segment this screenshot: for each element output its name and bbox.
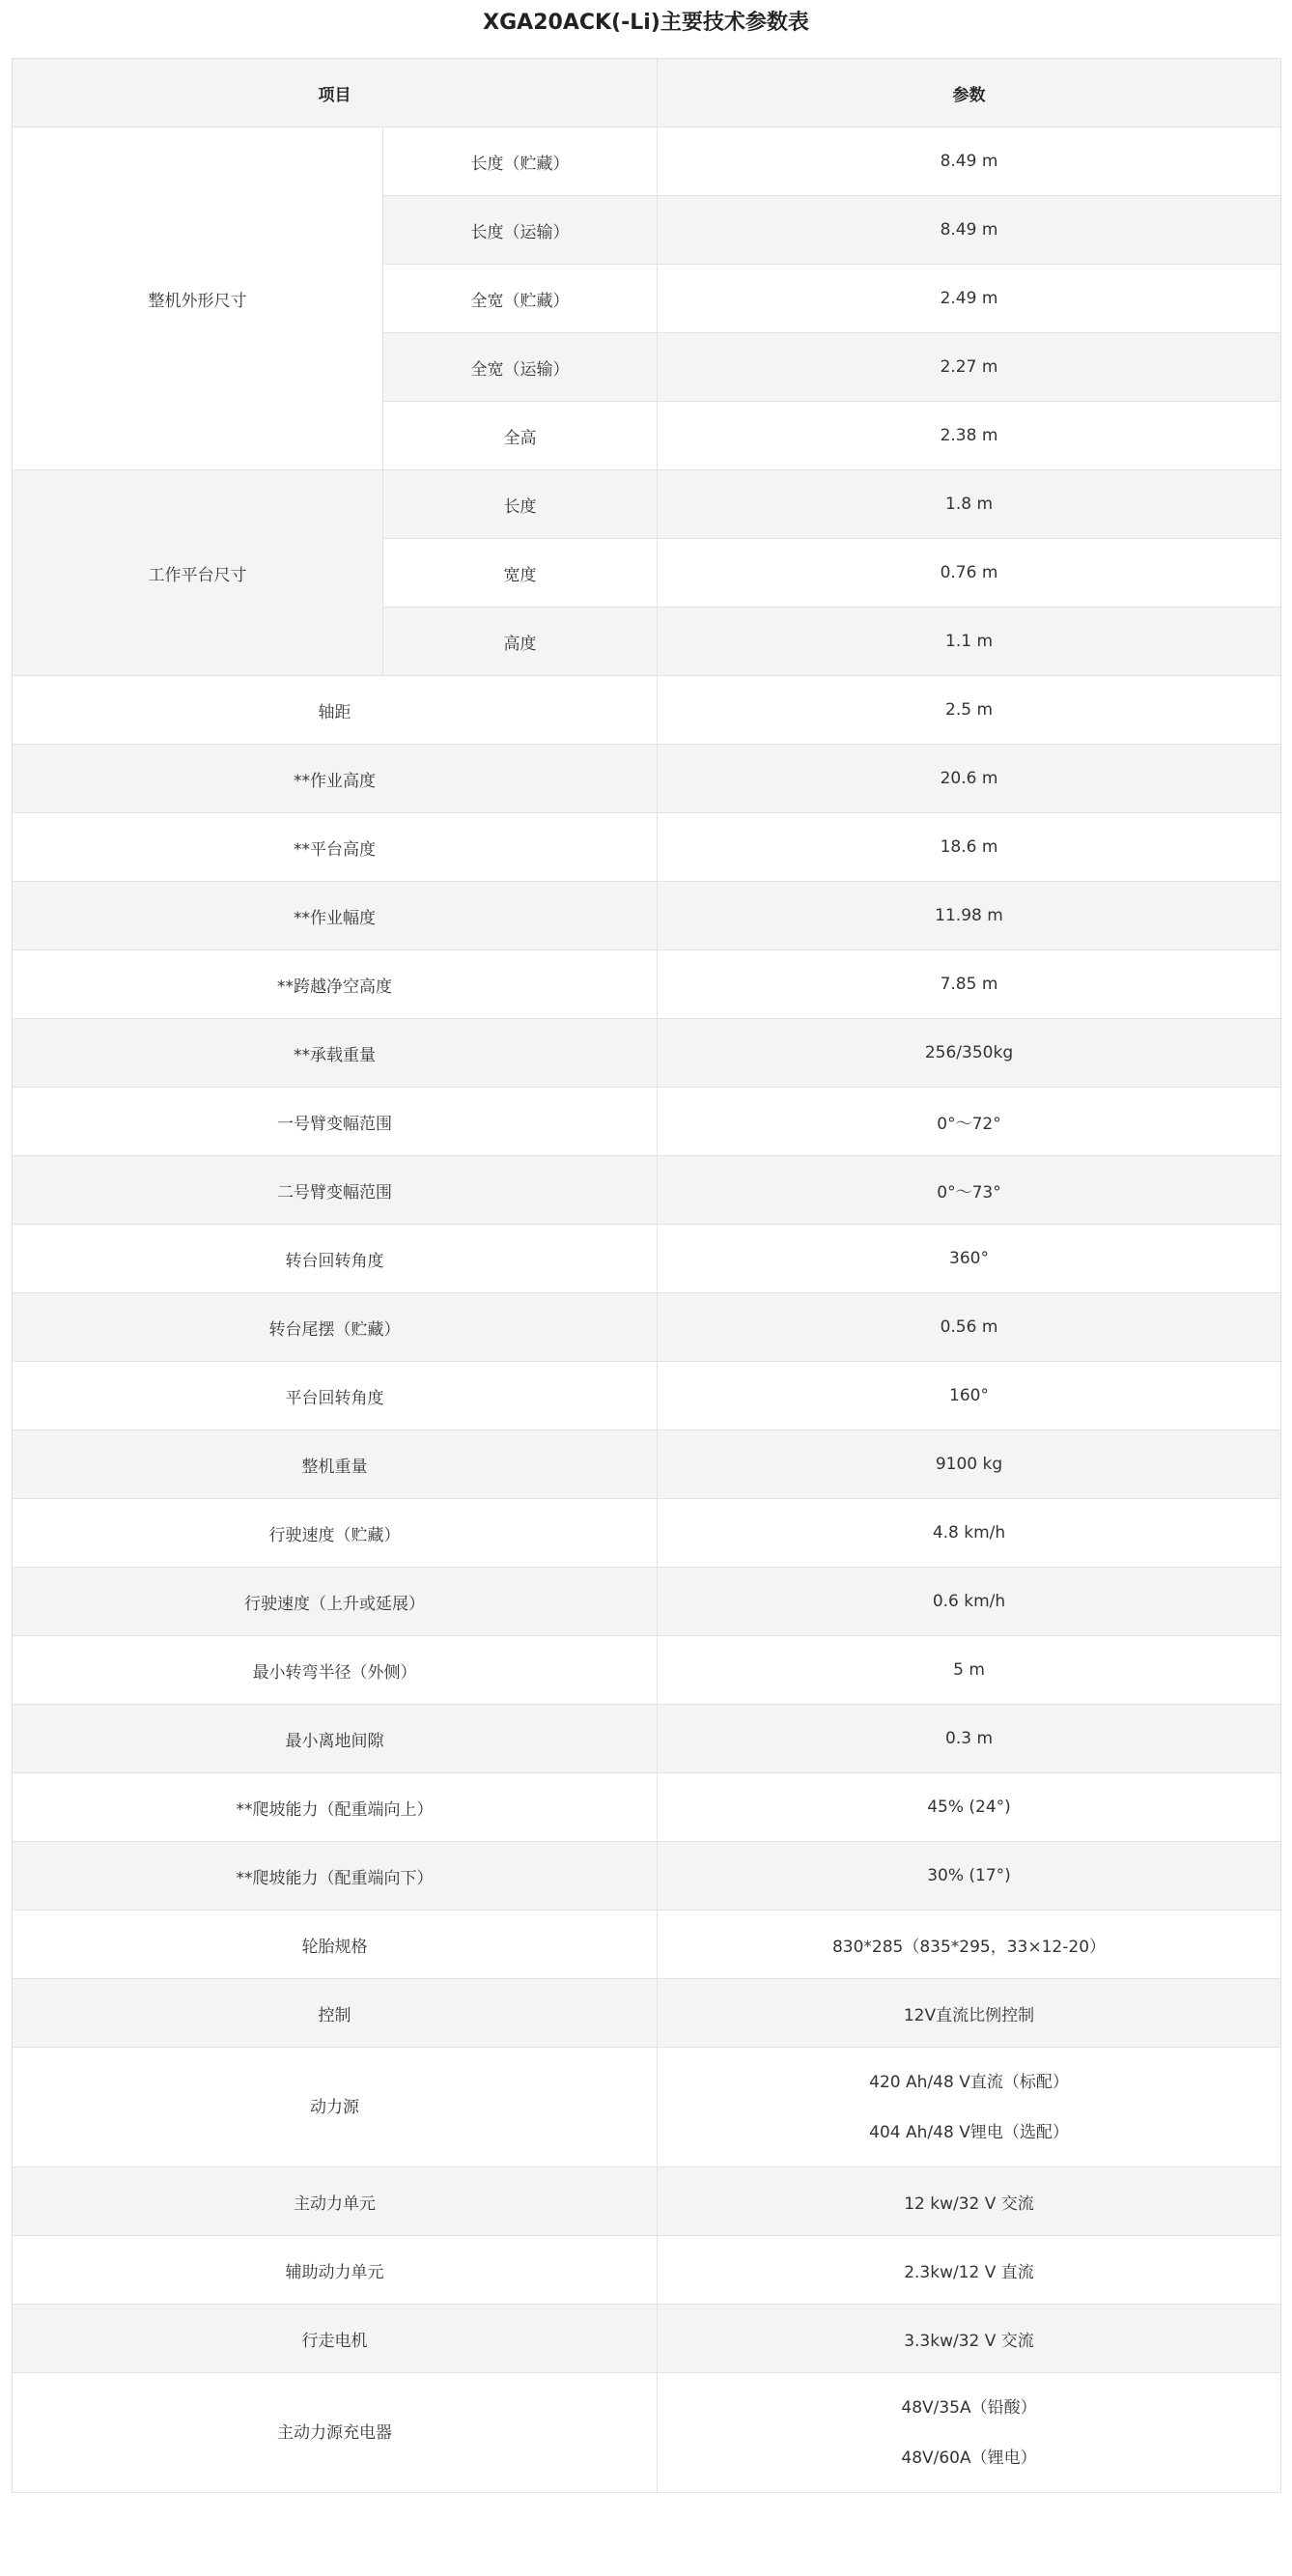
row-value-multi <box>658 2048 1281 2167</box>
table-row <box>13 1362 1281 1430</box>
row-label: **平台高度 <box>13 813 658 882</box>
row-sublabel: 全宽（运输） <box>383 333 658 402</box>
table-row <box>13 1911 1281 1979</box>
row-value-multi <box>658 2373 1281 2493</box>
row-value: 11.98 m <box>658 882 1281 950</box>
row-label: 辅助动力单元 <box>13 2236 658 2305</box>
table-row <box>13 1979 1281 2048</box>
row-value: 256/350kg <box>658 1019 1281 1088</box>
group-label-dimensions: 整机外形尺寸 <box>13 127 383 470</box>
table-row <box>13 745 1281 813</box>
table-row <box>13 1430 1281 1499</box>
table-row <box>13 2373 1281 2493</box>
table-row <box>13 1019 1281 1088</box>
row-value: 0.76 m <box>658 539 1281 608</box>
row-value-line: 420 Ah/48 V直流（标配） <box>869 2072 1069 2092</box>
row-value-line: 404 Ah/48 V锂电（选配） <box>869 2122 1069 2142</box>
group-label-platform: 工作平台尺寸 <box>13 470 383 676</box>
table-row <box>13 1499 1281 1568</box>
row-label: 轮胎规格 <box>13 1911 658 1979</box>
table-row <box>13 1773 1281 1842</box>
row-value-line: 48V/60A（锂电） <box>901 2448 1037 2468</box>
row-label: 平台回转角度 <box>13 1362 658 1430</box>
table-row <box>13 1842 1281 1911</box>
table-row <box>13 2048 1281 2167</box>
row-label: **爬坡能力（配重端向下） <box>13 1842 658 1911</box>
row-value: 0.6 km/h <box>658 1568 1281 1636</box>
row-value: 8.49 m <box>658 127 1281 196</box>
table-row <box>13 1568 1281 1636</box>
row-value: 45% (24°) <box>658 1773 1281 1842</box>
row-label: **承载重量 <box>13 1019 658 1088</box>
row-label: 转台尾摆（贮藏） <box>13 1293 658 1362</box>
row-value: 1.8 m <box>658 470 1281 539</box>
row-value: 8.49 m <box>658 196 1281 265</box>
table-row <box>13 1636 1281 1705</box>
spec-table <box>12 58 1281 2493</box>
row-sublabel: 全宽（贮藏） <box>383 265 658 333</box>
row-value: 0.3 m <box>658 1705 1281 1773</box>
row-value: 2.27 m <box>658 333 1281 402</box>
row-label: **跨越净空高度 <box>13 950 658 1019</box>
header-param: 参数 <box>658 59 1281 127</box>
row-value-line: 48V/35A（铅酸） <box>901 2397 1037 2418</box>
table-header-row <box>13 59 1281 127</box>
table-row <box>13 1293 1281 1362</box>
row-label: 轴距 <box>13 676 658 745</box>
table-row <box>13 1225 1281 1293</box>
row-value: 0°～73° <box>658 1156 1281 1225</box>
table-row <box>13 1088 1281 1156</box>
row-label: 转台回转角度 <box>13 1225 658 1293</box>
row-value: 18.6 m <box>658 813 1281 882</box>
row-label: 整机重量 <box>13 1430 658 1499</box>
table-row <box>13 2167 1281 2236</box>
row-label: 行走电机 <box>13 2305 658 2373</box>
row-value: 2.49 m <box>658 265 1281 333</box>
row-value: 830*285（835*295，33×12-20） <box>658 1911 1281 1979</box>
row-label: **作业幅度 <box>13 882 658 950</box>
table-row <box>13 127 1281 196</box>
table-row <box>13 1705 1281 1773</box>
table-row <box>13 676 1281 745</box>
table-row <box>13 1156 1281 1225</box>
row-label: 行驶速度（上升或延展） <box>13 1568 658 1636</box>
table-row <box>13 2305 1281 2373</box>
row-value: 2.3kw/12 V 直流 <box>658 2236 1281 2305</box>
table-row <box>13 470 1281 539</box>
row-sublabel: 高度 <box>383 608 658 676</box>
row-value: 12V直流比例控制 <box>658 1979 1281 2048</box>
row-sublabel: 长度（运输） <box>383 196 658 265</box>
row-sublabel: 宽度 <box>383 539 658 608</box>
row-value: 0°～72° <box>658 1088 1281 1156</box>
row-label: 控制 <box>13 1979 658 2048</box>
table-row <box>13 950 1281 1019</box>
row-value: 4.8 km/h <box>658 1499 1281 1568</box>
row-sublabel: 全高 <box>383 402 658 470</box>
header-item: 项目 <box>13 59 658 127</box>
row-label: 最小转弯半径（外侧） <box>13 1636 658 1705</box>
row-value: 3.3kw/32 V 交流 <box>658 2305 1281 2373</box>
page-title: XGA20ACK(-Li)主要技术参数表 <box>483 11 809 35</box>
row-label: **爬坡能力（配重端向上） <box>13 1773 658 1842</box>
row-value: 5 m <box>658 1636 1281 1705</box>
row-label: 二号臂变幅范围 <box>13 1156 658 1225</box>
row-label: 主动力单元 <box>13 2167 658 2236</box>
row-value: 7.85 m <box>658 950 1281 1019</box>
row-value: 2.38 m <box>658 402 1281 470</box>
row-value: 360° <box>658 1225 1281 1293</box>
row-label: 行驶速度（贮藏） <box>13 1499 658 1568</box>
table-row <box>13 882 1281 950</box>
row-label: **作业高度 <box>13 745 658 813</box>
row-value: 160° <box>658 1362 1281 1430</box>
row-value: 30% (17°) <box>658 1842 1281 1911</box>
row-value: 1.1 m <box>658 608 1281 676</box>
row-label: 主动力源充电器 <box>13 2373 658 2493</box>
row-value: 9100 kg <box>658 1430 1281 1499</box>
row-label: 动力源 <box>13 2048 658 2167</box>
row-value: 12 kw/32 V 交流 <box>658 2167 1281 2236</box>
row-value: 20.6 m <box>658 745 1281 813</box>
row-label: 最小离地间隙 <box>13 1705 658 1773</box>
row-value: 2.5 m <box>658 676 1281 745</box>
row-label: 一号臂变幅范围 <box>13 1088 658 1156</box>
row-sublabel: 长度（贮藏） <box>383 127 658 196</box>
row-sublabel: 长度 <box>383 470 658 539</box>
table-row <box>13 813 1281 882</box>
table-row <box>13 2236 1281 2305</box>
row-value: 0.56 m <box>658 1293 1281 1362</box>
